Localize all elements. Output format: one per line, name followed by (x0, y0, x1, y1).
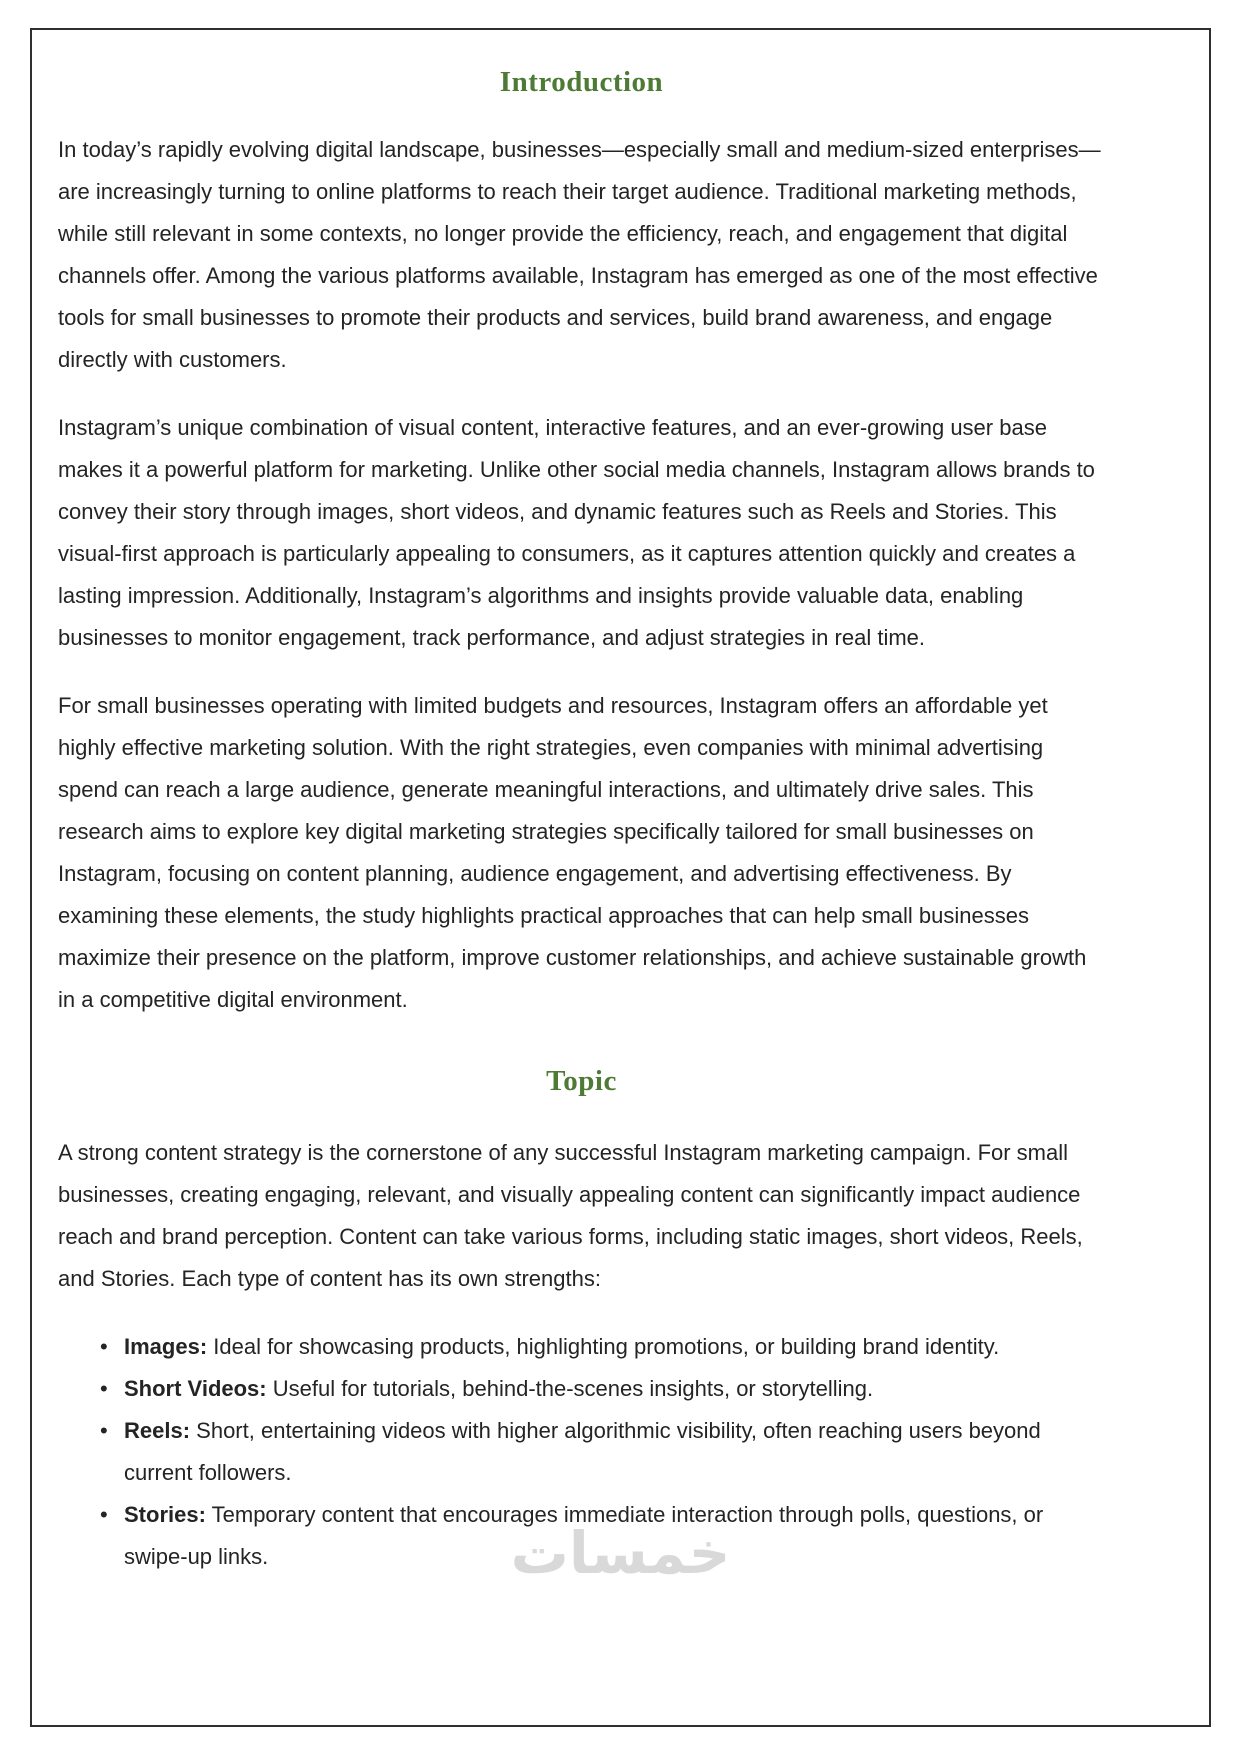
bullet-label-images: Images: (124, 1334, 208, 1359)
bullet-text-reels: Short, entertaining videos with higher algorithmic visibility, often reaching users beyond current followers. (124, 1418, 1041, 1485)
bullet-text-short-videos: Useful for tutorials, behind-the-scenes insights, or storytelling. (266, 1376, 874, 1401)
bullet-label-stories: Stories: (124, 1502, 206, 1527)
bullet-text-images: Ideal for showcasing products, highlighting promotions, or building brand identity. (207, 1334, 1000, 1359)
khamsat-watermark: خمسات (510, 1519, 731, 1587)
content-types-bullet-list (58, 1326, 1105, 1578)
bullet-item-images (100, 1326, 1105, 1368)
intro-paragraph-1: In today’s rapidly evolving digital landscape, businesses—especially small and medium-sized enterprises—are increasingly turning to online platforms to reach their target audience. Traditional marketing methods, while still relevant in some contexts, no longer provide the efficiency, reach, and engagement that digital channels offer. Among the various platforms available, Instagram has emerged as one of the most effective tools for small businesses to promote their products and services, build brand awareness, and engage directly with customers. (58, 137, 1101, 372)
bullet-item-reels (100, 1410, 1105, 1494)
section-heading-introduction: Introduction (499, 66, 664, 98)
intro-paragraph-2: Instagram’s unique combination of visual content, interactive features, and an ever-growing user base makes it a powerful platform for marketing. Unlike other social media channels, Instagram allows brands to convey their story through images, short videos, and dynamic features such as Reels and Stories. This visual-first approach is particularly appealing to consumers, as it captures attention quickly and creates a lasting impression. Additionally, Instagram’s algorithms and insights provide valuable data, enabling businesses to monitor engagement, track performance, and adjust strategies in real time. (58, 415, 1095, 650)
topic-paragraph-1: A strong content strategy is the cornerstone of any successful Instagram marketing campaign. For small businesses, creating engaging, relevant, and visually appealing content can significantly impact audience reach and brand perception. Content can take various forms, including static images, short videos, Reels, and Stories. Each type of content has its own strengths: (58, 1140, 1083, 1291)
bullet-text-stories: Temporary content that encourages immediate interaction through polls, questions, or swipe-up links. (124, 1502, 1044, 1569)
intro-paragraph-3: For small businesses operating with limited budgets and resources, Instagram offers an affordable yet highly effective marketing solution. With the right strategies, even companies with minimal advertising spend can reach a large audience, generate meaningful interactions, and ultimately drive sales. This research aims to explore key digital marketing strategies specifically tailored for small businesses on Instagram, focusing on content planning, audience engagement, and advertising effectiveness. By examining these elements, the study highlights practical approaches that can help small businesses maximize their presence on the platform, improve customer relationships, and achieve sustainable growth in a competitive digital environment. (58, 693, 1087, 1012)
document-content (58, 66, 1105, 1578)
section-heading-topic: Topic (546, 1065, 617, 1097)
bullet-label-reels: Reels: (124, 1418, 191, 1443)
bullet-label-short-videos: Short Videos: (124, 1376, 267, 1401)
bullet-item-short-videos (100, 1368, 1105, 1410)
bullet-item-stories (100, 1494, 1105, 1578)
page-border-frame (30, 28, 1211, 1727)
